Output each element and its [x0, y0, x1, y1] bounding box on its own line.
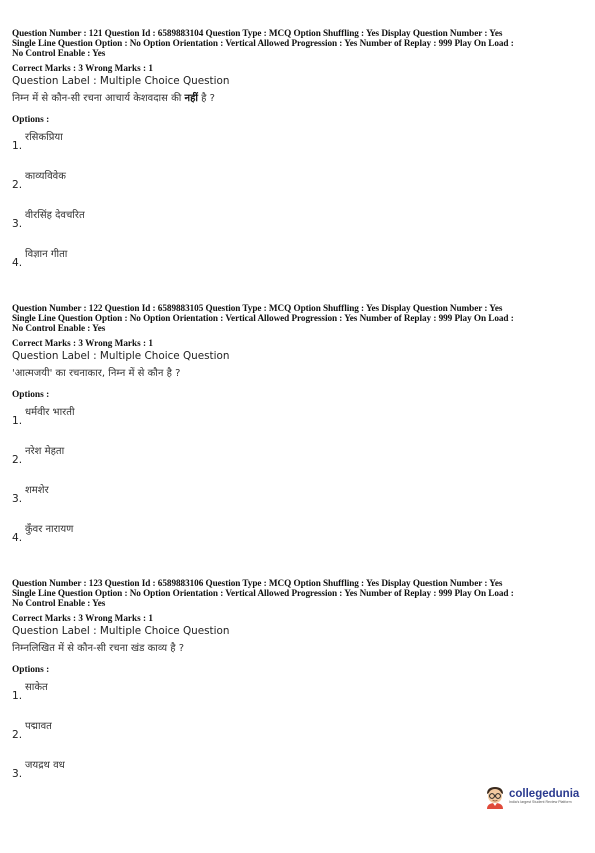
question-label: Question Label : Multiple Choice Question — [12, 349, 230, 362]
question-121 — [12, 28, 582, 303]
option-item — [12, 440, 582, 479]
option-text: जयद्रथ वध — [25, 759, 65, 771]
question-meta-line: No Control Enable : Yes — [12, 598, 106, 609]
question-label: Question Label : Multiple Choice Question — [12, 624, 230, 637]
option-text: काव्यविवेक — [25, 170, 66, 182]
question-meta-line: Question Number : 123 Question Id : 6589883106 Question Type : MCQ Option Shuffling : Yes Display Question Number : Yes — [12, 578, 503, 588]
question-marks: Correct Marks : 3 Wrong Marks : 1 — [12, 337, 153, 348]
option-number: 2. — [12, 453, 23, 466]
option-item — [12, 676, 582, 715]
option-text: कुँवर नारायण — [25, 523, 74, 535]
logo-tagline: India's largest Student Review Platform — [509, 800, 572, 804]
option-text: नरेश मेहता — [25, 445, 65, 457]
question-122 — [12, 303, 582, 578]
option-number: 3. — [12, 767, 23, 780]
question-text-part: निम्नलिखित में से कौन-सी रचना खंड काव्य है ? — [12, 642, 185, 654]
option-text: रसिकप्रिया — [25, 131, 63, 143]
option-item — [12, 715, 582, 754]
question-meta-line: Single Line Question Option : No Option Orientation : Vertical Allowed Progression : Yes Number of Replay : 999 Play On Load : — [12, 313, 514, 324]
option-number: 4. — [12, 531, 23, 544]
option-item — [12, 126, 582, 165]
option-item — [12, 243, 582, 282]
option-number: 1. — [12, 414, 23, 427]
option-text: पद्मावत — [25, 720, 52, 732]
question-meta-line: Question Number : 122 Question Id : 6589883105 Question Type : MCQ Option Shuffling : Yes Display Question Number : Yes — [12, 303, 503, 313]
options-heading: Options : — [12, 664, 50, 675]
question-paper — [12, 28, 582, 853]
question-text-part: 'आत्मजयी' का रचनाकार, निम्न में से कौन है ? — [12, 367, 181, 379]
option-number: 3. — [12, 217, 23, 230]
option-text: वीरसिंह देवचरित — [25, 209, 85, 221]
option-number: 2. — [12, 728, 23, 741]
question-meta-line: Single Line Question Option : No Option Orientation : Vertical Allowed Progression : Yes Number of Replay : 999 Play On Load : — [12, 38, 514, 49]
question-meta-line: No Control Enable : Yes — [12, 323, 106, 334]
question-text-part: है ? — [197, 92, 215, 104]
option-number: 1. — [12, 139, 23, 152]
option-number: 4. — [12, 256, 23, 269]
option-item — [12, 479, 582, 518]
question-text — [12, 642, 582, 656]
question-text — [12, 92, 582, 106]
option-text: धर्मवीर भारती — [25, 406, 75, 418]
question-meta-line: No Control Enable : Yes — [12, 48, 106, 59]
option-number: 1. — [12, 689, 23, 702]
question-text-emphasis: नहीं — [184, 92, 198, 104]
option-number: 2. — [12, 178, 23, 191]
option-item — [12, 204, 582, 243]
student-mascot-icon — [484, 785, 506, 809]
question-meta-line: Single Line Question Option : No Option Orientation : Vertical Allowed Progression : Yes Number of Replay : 999 Play On Load : — [12, 588, 514, 599]
question-meta-line: Question Number : 121 Question Id : 6589883104 Question Type : MCQ Option Shuffling : Yes Display Question Number : Yes — [12, 28, 503, 38]
option-text: विज्ञान गीता — [25, 248, 68, 260]
option-text: शमशेर — [25, 484, 49, 496]
option-item — [12, 401, 582, 440]
option-text: साकेत — [25, 681, 48, 693]
question-marks: Correct Marks : 3 Wrong Marks : 1 — [12, 62, 153, 73]
option-number: 3. — [12, 492, 23, 505]
logo-name: collegedunia — [509, 788, 580, 800]
options-heading: Options : — [12, 389, 50, 400]
question-text-part: निम्न में से कौन-सी रचना आचार्य केशवदास की — [12, 92, 185, 104]
option-item — [12, 518, 582, 557]
options-heading: Options : — [12, 114, 50, 125]
collegedunia-logo — [484, 785, 584, 815]
question-text — [12, 367, 582, 381]
question-marks: Correct Marks : 3 Wrong Marks : 1 — [12, 612, 153, 623]
option-item — [12, 165, 582, 204]
question-label: Question Label : Multiple Choice Question — [12, 74, 230, 87]
